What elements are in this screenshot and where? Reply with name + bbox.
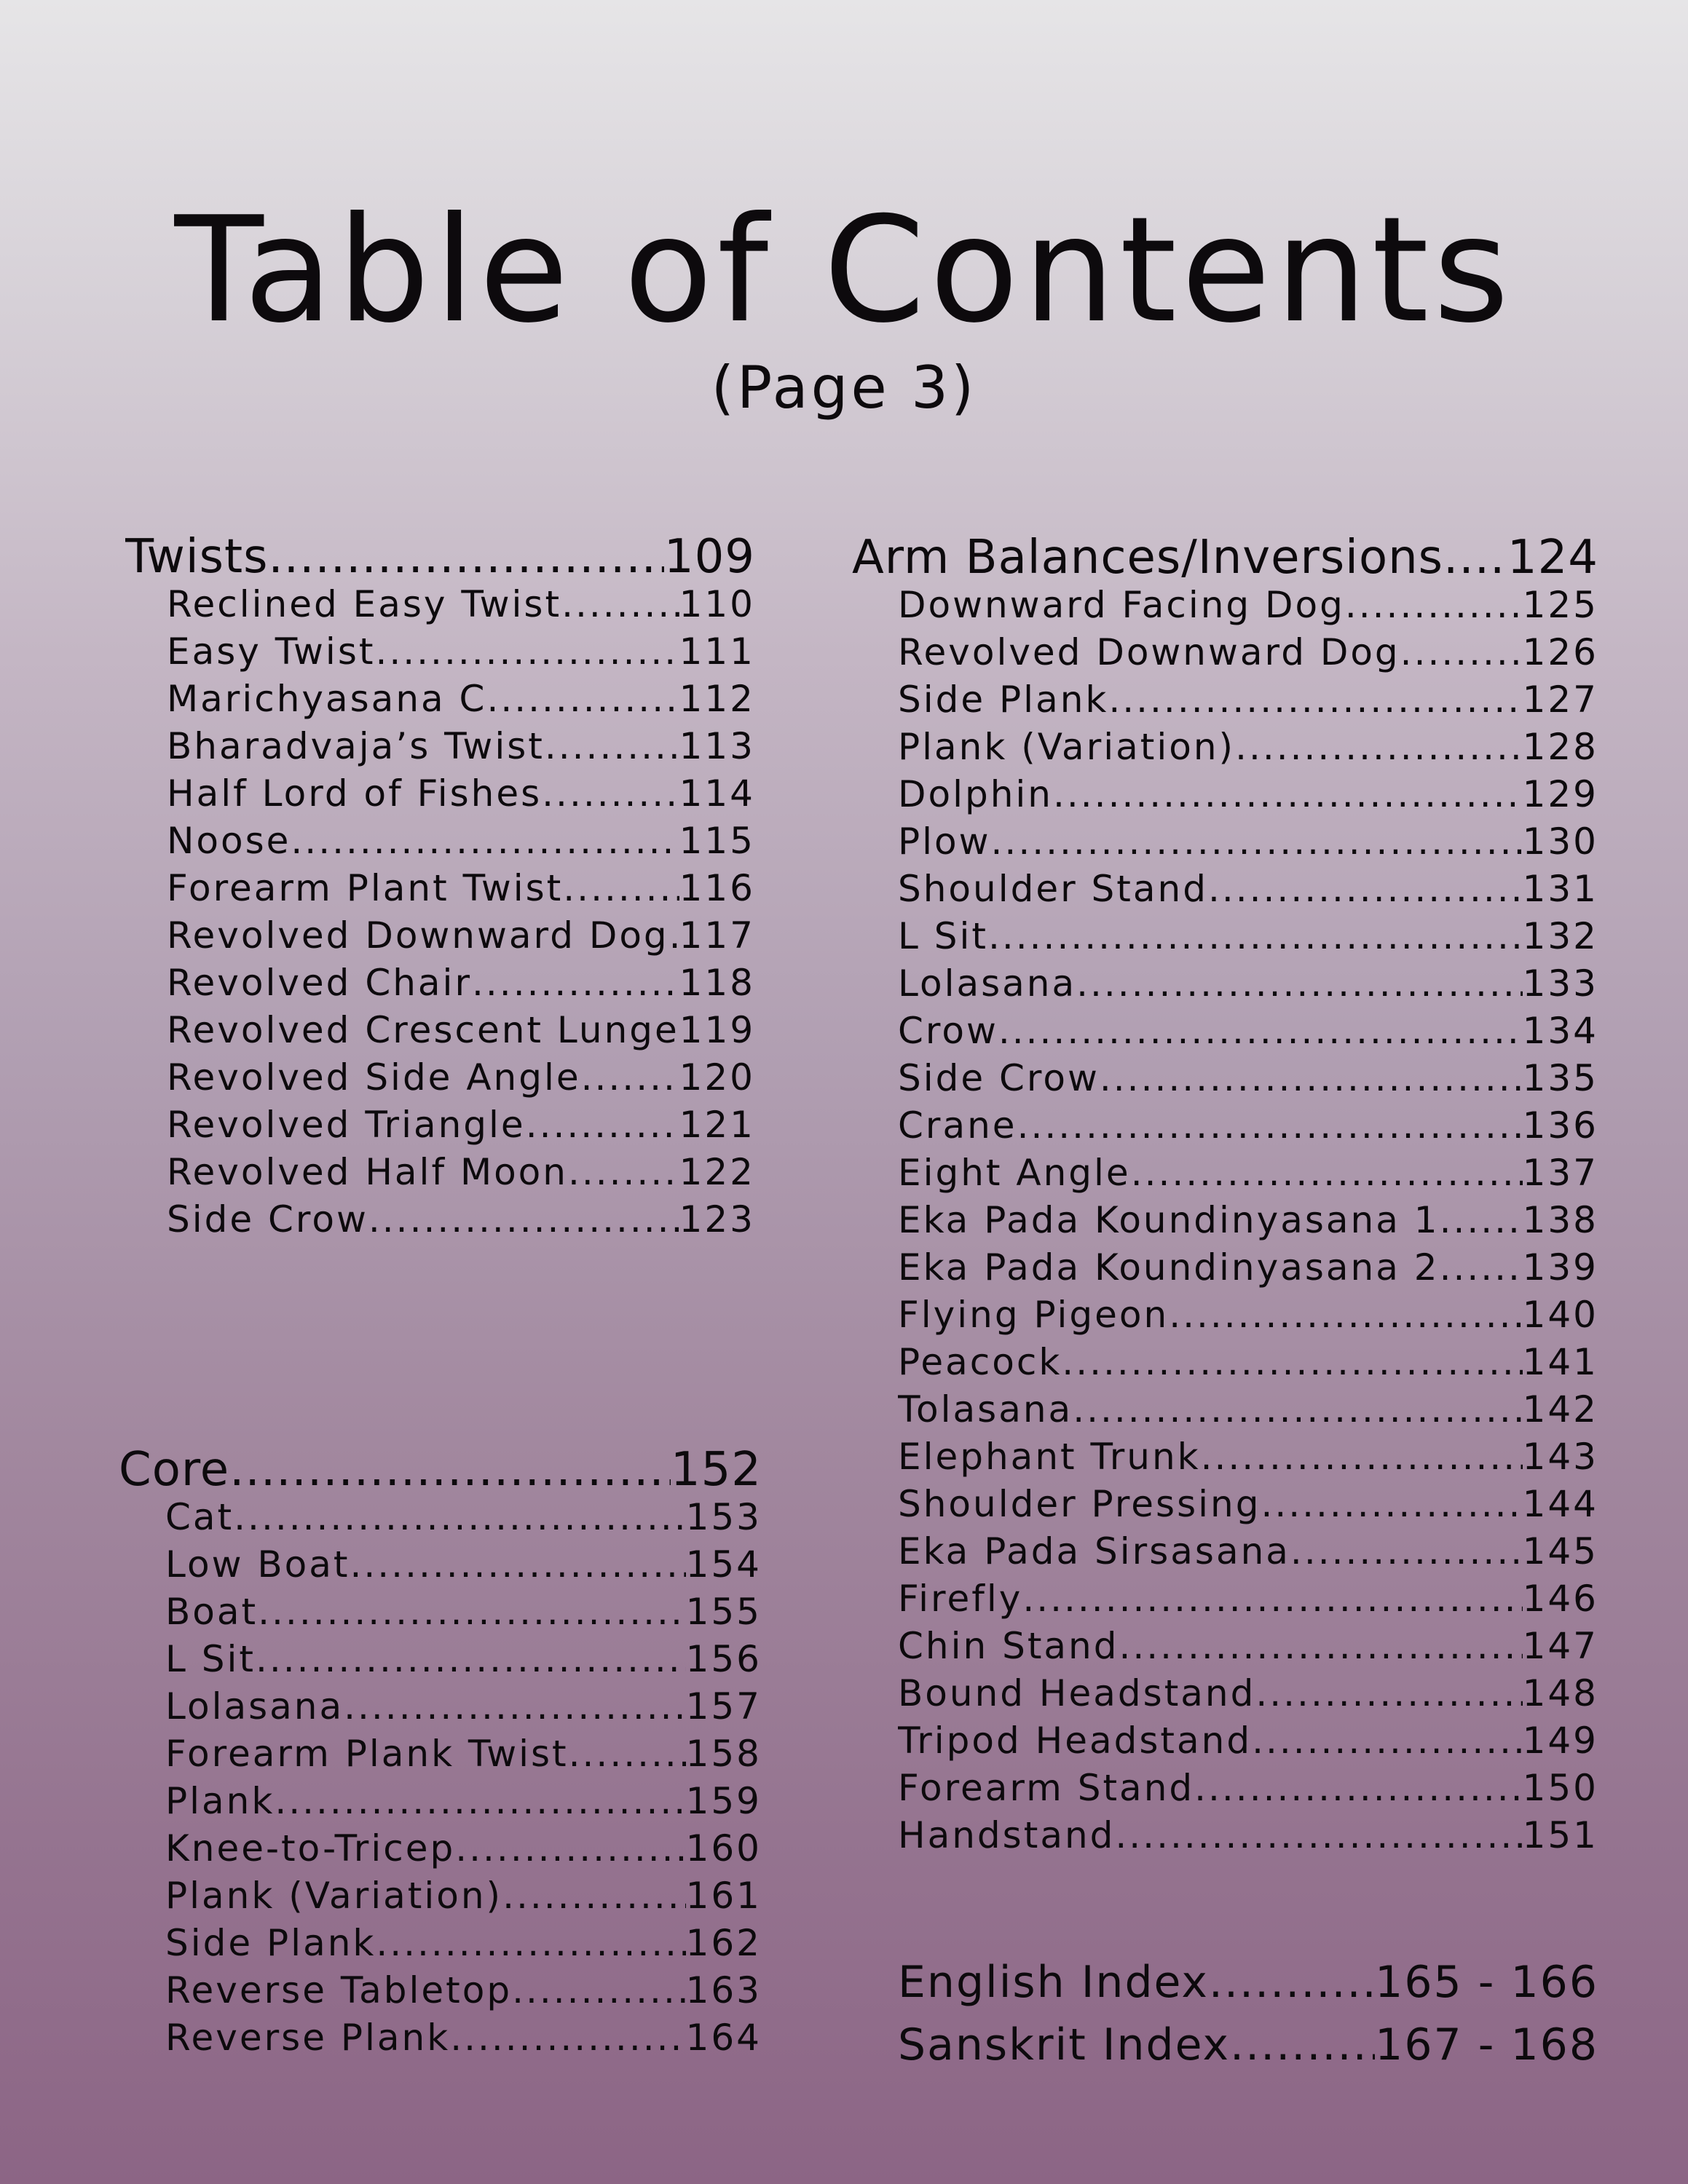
dot-leader: [1131, 1150, 1523, 1197]
entry-label: Firefly: [898, 1578, 1023, 1620]
dot-leader: [1100, 1055, 1523, 1102]
dot-leader: [1062, 1339, 1522, 1386]
dot-leader: [1400, 629, 1523, 676]
page-number: 133: [1522, 962, 1598, 1005]
page-number: 129: [1522, 773, 1598, 815]
entry-label: Revolved Crescent Lunge: [167, 1009, 679, 1051]
toc-entry[interactable]: [898, 1291, 1598, 1339]
page-number: 152: [670, 1446, 762, 1494]
page-number: 156: [685, 1638, 762, 1680]
entry-label: Eka Pada Koundinyasana 2: [898, 1246, 1440, 1289]
dot-leader: [1017, 1102, 1523, 1150]
toc-entry[interactable]: [167, 1149, 755, 1196]
dot-leader: [368, 1196, 679, 1243]
entry-label: Side Plank: [898, 678, 1109, 721]
dot-leader: [1194, 1765, 1522, 1812]
dot-leader: [375, 628, 679, 676]
page-number: 153: [685, 1496, 762, 1538]
toc-heading-core[interactable]: [119, 1446, 762, 1494]
entry-label: Knee-to-Tricep: [165, 1827, 456, 1870]
dot-leader: [1230, 2014, 1375, 2076]
page-number: 127: [1522, 678, 1598, 721]
toc-entry[interactable]: [898, 866, 1598, 913]
entry-label: Downward Facing Dog: [898, 584, 1345, 626]
dot-leader: [988, 913, 1523, 960]
page-number: 112: [679, 678, 755, 720]
toc-entry[interactable]: [898, 818, 1598, 866]
twists-section: [125, 533, 755, 1243]
dot-leader: [1255, 1670, 1522, 1717]
toc-entry[interactable]: [165, 1588, 762, 1636]
heading-label: Core: [119, 1446, 230, 1494]
entry-label: Forearm Stand: [898, 1767, 1195, 1809]
toc-entry[interactable]: [167, 818, 755, 865]
toc-entry[interactable]: [898, 1433, 1598, 1481]
page-number: 139: [1522, 1246, 1598, 1289]
page-number: 124: [1507, 534, 1598, 582]
dot-leader: [568, 1149, 679, 1196]
page-number: 117: [679, 914, 755, 957]
dot-leader: [1345, 582, 1523, 629]
dot-leader: [455, 1825, 685, 1872]
dot-leader: [669, 912, 679, 960]
dot-leader: [542, 770, 679, 818]
toc-entry[interactable]: [898, 1623, 1598, 1670]
entry-label: Bound Headstand: [898, 1672, 1256, 1714]
page-number: 145: [1522, 1530, 1598, 1572]
entry-label: Handstand: [898, 1814, 1116, 1856]
arm-balances-items: [852, 582, 1598, 1859]
entry-label: Side Crow: [898, 1057, 1100, 1099]
page-number: 138: [1522, 1199, 1598, 1241]
page-number: 110: [679, 583, 755, 625]
page-number: 140: [1522, 1294, 1598, 1336]
dot-leader: [450, 2014, 685, 2062]
entry-label: Marichyasana C: [167, 678, 487, 720]
heading-label: Arm Balances/Inversions: [852, 534, 1443, 582]
dot-leader: [569, 1730, 686, 1778]
dot-leader: [1440, 1244, 1523, 1291]
entry-label: Elephant Trunk: [898, 1436, 1201, 1478]
entry-label: Noose: [167, 820, 291, 862]
toc-entry[interactable]: [167, 865, 755, 912]
toc-index-entry[interactable]: [898, 2014, 1598, 2076]
entry-label: Revolved Chair: [167, 962, 473, 1004]
toc-entry[interactable]: [898, 1150, 1598, 1197]
entry-label: Boat: [165, 1591, 259, 1633]
entry-label: Chin Stand: [898, 1625, 1119, 1667]
page-number: 126: [1522, 631, 1598, 673]
page-number: 123: [679, 1198, 755, 1241]
entry-label: Bharadvaja’s Twist: [167, 725, 545, 767]
dot-leader: [526, 1101, 679, 1149]
toc-entry[interactable]: [898, 1055, 1598, 1102]
entry-label: Tripod Headstand: [898, 1720, 1253, 1762]
entry-label: Forearm Plant Twist: [167, 867, 564, 909]
dot-leader: [1261, 1481, 1522, 1528]
entry-label: Eight Angle: [898, 1152, 1131, 1194]
toc-entry[interactable]: [898, 629, 1598, 676]
page-number: 111: [679, 630, 755, 673]
page-number: 141: [1522, 1341, 1598, 1383]
page-number: 131: [1522, 868, 1598, 910]
entry-label: Tolasana: [898, 1388, 1073, 1431]
dot-leader: [268, 533, 663, 581]
entry-label: Plank (Variation): [165, 1875, 503, 1917]
page-number: 154: [685, 1543, 762, 1586]
page-number: 137: [1522, 1152, 1598, 1194]
entry-label: Easy Twist: [167, 630, 376, 673]
toc-entry[interactable]: [898, 1244, 1598, 1291]
toc-entry[interactable]: [898, 724, 1598, 771]
page-number: 161: [685, 1875, 762, 1917]
entry-label: Plow: [898, 820, 991, 863]
toc-entry[interactable]: [898, 1386, 1598, 1433]
entry-label: Reclined Easy Twist: [167, 583, 562, 625]
toc-entry[interactable]: [898, 1528, 1598, 1575]
entry-label: Low Boat: [165, 1543, 350, 1586]
page-number: 122: [679, 1151, 755, 1193]
page-number: 157: [685, 1685, 762, 1728]
dot-leader: [1443, 534, 1507, 582]
toc-entry[interactable]: [165, 2014, 762, 2062]
toc-entry[interactable]: [898, 676, 1598, 724]
page-number: 155: [685, 1591, 762, 1633]
dot-leader: [1076, 960, 1522, 1008]
dot-leader: [1208, 866, 1523, 913]
toc-entry[interactable]: [167, 1101, 755, 1149]
toc-entry[interactable]: [167, 770, 755, 818]
core-section: [119, 1446, 762, 2062]
page-number: 128: [1522, 726, 1598, 768]
toc-entry[interactable]: [898, 1102, 1598, 1150]
dot-leader: [1119, 1623, 1523, 1670]
page-number: 118: [679, 962, 755, 1004]
page-title: Table of Contents: [174, 186, 1514, 355]
page-number: 130: [1522, 820, 1598, 863]
toc-entry[interactable]: [165, 1920, 762, 1967]
toc-entry[interactable]: [165, 1636, 762, 1683]
toc-entry[interactable]: [898, 913, 1598, 960]
toc-entry[interactable]: [167, 723, 755, 770]
page-number: 125: [1522, 584, 1598, 626]
dot-leader: [545, 723, 679, 770]
toc-heading-arm-balances[interactable]: [852, 534, 1598, 582]
page-number: 109: [663, 533, 755, 581]
page-number: 158: [685, 1733, 762, 1775]
dot-leader: [1115, 1812, 1522, 1859]
toc-entry[interactable]: [898, 771, 1598, 818]
dot-leader: [561, 581, 679, 628]
heading-label: Twists: [125, 533, 269, 581]
toc-entry[interactable]: [898, 1812, 1598, 1859]
dot-leader: [1440, 1197, 1523, 1244]
toc-heading-twists[interactable]: [125, 533, 755, 581]
toc-entry[interactable]: [165, 1872, 762, 1920]
toc-entry[interactable]: [898, 1197, 1598, 1244]
page-number: 142: [1522, 1388, 1598, 1431]
toc-entry[interactable]: [165, 1730, 762, 1778]
toc-entry[interactable]: [167, 581, 755, 628]
entry-label: Revolved Triangle: [167, 1104, 526, 1146]
indexes-section: [898, 1951, 1598, 2076]
toc-entry[interactable]: [898, 960, 1598, 1008]
page-number: 151: [1522, 1814, 1598, 1856]
dot-leader: [998, 1008, 1523, 1055]
page-number: 114: [679, 772, 755, 815]
page-number: 149: [1522, 1720, 1598, 1762]
entry-label: Reverse Plank: [165, 2017, 451, 2059]
entry-label: Crane: [898, 1104, 1017, 1147]
page-number: 119: [679, 1009, 755, 1051]
toc-entry[interactable]: [165, 1494, 762, 1541]
toc-entry[interactable]: [167, 1054, 755, 1101]
dot-leader: [1108, 676, 1522, 724]
entry-label: Plank: [165, 1780, 275, 1822]
entry-label: Dolphin: [898, 773, 1053, 815]
entry-label: Revolved Half Moon: [167, 1151, 568, 1193]
page-number: 115: [679, 820, 755, 862]
page-number: 132: [1522, 915, 1598, 957]
page-number: 113: [679, 725, 755, 767]
page-number: 147: [1522, 1625, 1598, 1667]
page-number: 144: [1522, 1483, 1598, 1525]
dot-leader: [472, 960, 679, 1007]
dot-leader: [991, 818, 1523, 866]
entry-label: Flying Pigeon: [898, 1294, 1170, 1336]
page-number: 164: [685, 2017, 762, 2059]
dot-leader: [486, 676, 679, 723]
dot-leader: [1169, 1291, 1522, 1339]
dot-leader: [376, 1920, 685, 1967]
toc-entry[interactable]: [898, 1575, 1598, 1623]
page-number: 159: [685, 1780, 762, 1822]
dot-leader: [1209, 1951, 1375, 2014]
entry-label: Lolasana: [898, 962, 1077, 1005]
page-number: 162: [685, 1922, 762, 1964]
toc-entry[interactable]: [898, 1670, 1598, 1717]
page-number: 121: [679, 1104, 755, 1146]
page-number: 135: [1522, 1057, 1598, 1099]
page-subtitle: (Page 3): [711, 354, 977, 422]
dot-leader: [1053, 771, 1523, 818]
toc-entry[interactable]: [898, 1481, 1598, 1528]
dot-leader: [1022, 1575, 1522, 1623]
entry-label: Sanskrit Index: [898, 2019, 1230, 2070]
page-number: 165 - 166: [1375, 1957, 1598, 2008]
toc-entry[interactable]: [898, 1717, 1598, 1765]
entry-label: Revolved Side Angle: [167, 1056, 581, 1099]
toc-entry[interactable]: [167, 960, 755, 1007]
toc-entry[interactable]: [167, 1196, 755, 1243]
toc-entry[interactable]: [898, 582, 1598, 629]
entry-label: L Sit: [165, 1638, 256, 1680]
core-items: [119, 1494, 762, 2062]
page-number: 116: [679, 867, 755, 909]
page-number: 146: [1522, 1578, 1598, 1620]
page-number: 136: [1522, 1104, 1598, 1147]
dot-leader: [291, 818, 679, 865]
entry-label: Eka Pada Koundinyasana 1: [898, 1199, 1440, 1241]
page-number: 148: [1522, 1672, 1598, 1714]
toc-entry[interactable]: [165, 1683, 762, 1730]
dot-leader: [1201, 1433, 1523, 1481]
page-number: 134: [1522, 1010, 1598, 1052]
toc-entry[interactable]: [167, 676, 755, 723]
toc-entry[interactable]: [165, 1541, 762, 1588]
dot-leader: [1290, 1528, 1523, 1575]
dot-leader: [258, 1588, 685, 1636]
dot-leader: [502, 1872, 686, 1920]
arm-balances-section: [852, 534, 1598, 1859]
dot-leader: [256, 1636, 686, 1683]
dot-leader: [344, 1683, 685, 1730]
entry-label: Crow: [898, 1010, 998, 1052]
toc-entry[interactable]: [165, 1825, 762, 1872]
entry-label: Half Lord of Fishes: [167, 772, 543, 815]
page-number: 163: [685, 1969, 762, 2011]
entry-label: Eka Pada Sirsasana: [898, 1530, 1290, 1572]
entry-label: L Sit: [898, 915, 988, 957]
twists-items: [125, 581, 755, 1243]
page-number: 143: [1522, 1436, 1598, 1478]
dot-leader: [1252, 1717, 1523, 1765]
dot-leader: [563, 865, 679, 912]
page-number: 120: [679, 1056, 755, 1099]
entry-label: Reverse Tabletop: [165, 1969, 513, 2011]
toc-entry[interactable]: [165, 1967, 762, 2014]
toc-entry[interactable]: [898, 1765, 1598, 1812]
dot-leader: [1235, 724, 1523, 771]
toc-entry[interactable]: [167, 912, 755, 960]
toc-entry[interactable]: [898, 1339, 1598, 1386]
dot-leader: [581, 1054, 679, 1101]
entry-label: Side Crow: [167, 1198, 368, 1241]
entry-label: Shoulder Stand: [898, 868, 1208, 910]
dot-leader: [1073, 1386, 1522, 1433]
entry-label: Revolved Downward Dog: [167, 914, 669, 957]
entry-label: Lolasana: [165, 1685, 344, 1728]
toc-entry[interactable]: [165, 1778, 762, 1825]
toc-index-entry[interactable]: [898, 1951, 1598, 2014]
toc-entry[interactable]: [898, 1008, 1598, 1055]
page-number: 150: [1522, 1767, 1598, 1809]
entry-label: Peacock: [898, 1341, 1062, 1383]
entry-label: English Index: [898, 1957, 1209, 2008]
entry-label: Plank (Variation): [898, 726, 1236, 768]
page-number: 167 - 168: [1375, 2019, 1598, 2070]
page-number: 160: [685, 1827, 762, 1870]
entry-label: Shoulder Pressing: [898, 1483, 1261, 1525]
dot-leader: [229, 1446, 671, 1494]
dot-leader: [234, 1494, 685, 1541]
toc-entry[interactable]: [167, 1007, 755, 1054]
dot-leader: [350, 1541, 686, 1588]
toc-entry[interactable]: [167, 628, 755, 676]
entry-label: Forearm Plank Twist: [165, 1733, 569, 1775]
dot-leader: [275, 1778, 685, 1825]
dot-leader: [512, 1967, 685, 2014]
entry-label: Side Plank: [165, 1922, 376, 1964]
entry-label: Cat: [165, 1496, 234, 1538]
entry-label: Revolved Downward Dog: [898, 631, 1400, 673]
